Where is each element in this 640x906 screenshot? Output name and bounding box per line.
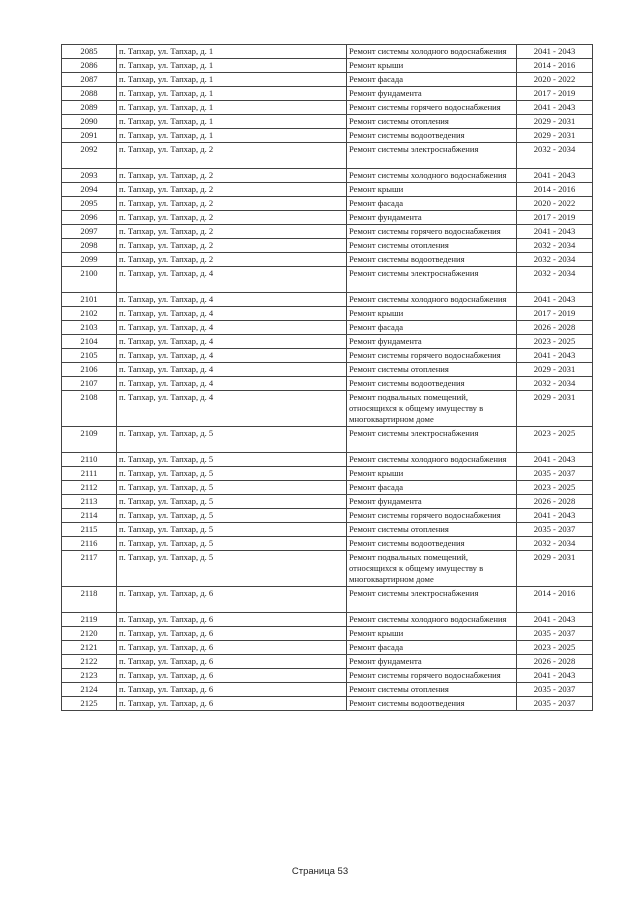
row-address: п. Тапхар, ул. Тапхар, д. 4 (117, 307, 347, 321)
row-number: 2112 (62, 481, 117, 495)
row-period: 2035 - 2037 (517, 627, 593, 641)
row-number: 2106 (62, 363, 117, 377)
row-period: 2032 - 2034 (517, 377, 593, 391)
table-row (62, 523, 593, 537)
row-work-type: Ремонт системы отопления (347, 363, 517, 377)
row-address: п. Тапхар, ул. Тапхар, д. 4 (117, 293, 347, 307)
row-period: 2014 - 2016 (517, 587, 593, 613)
page-number: Страница 53 (291, 866, 349, 877)
row-period: 2014 - 2016 (517, 59, 593, 73)
table-row (62, 509, 593, 523)
row-work-type: Ремонт системы горячего водоснабжения (347, 509, 517, 523)
row-work-type: Ремонт фасада (347, 197, 517, 211)
row-address: п. Тапхар, ул. Тапхар, д. 6 (117, 641, 347, 655)
table-row (62, 683, 593, 697)
row-number: 2088 (62, 87, 117, 101)
row-work-type: Ремонт системы холодного водоснабжения (347, 293, 517, 307)
row-address: п. Тапхар, ул. Тапхар, д. 6 (117, 683, 347, 697)
table-row (62, 453, 593, 467)
row-number: 2120 (62, 627, 117, 641)
row-number: 2087 (62, 73, 117, 87)
row-period: 2014 - 2016 (517, 183, 593, 197)
table-row (62, 669, 593, 683)
row-work-type: Ремонт подвальных помещений, относящихся к общему имуществу в многоквартирном доме (347, 391, 517, 427)
row-work-type: Ремонт фасада (347, 641, 517, 655)
table-row (62, 427, 593, 453)
row-address: п. Тапхар, ул. Тапхар, д. 2 (117, 143, 347, 169)
row-work-type: Ремонт системы электроснабжения (347, 587, 517, 613)
row-work-type: Ремонт системы водоотведения (347, 377, 517, 391)
row-number: 2107 (62, 377, 117, 391)
row-number: 2095 (62, 197, 117, 211)
table-row (62, 197, 593, 211)
table-row (62, 551, 593, 587)
table-row (62, 73, 593, 87)
row-number: 2111 (62, 467, 117, 481)
row-address: п. Тапхар, ул. Тапхар, д. 1 (117, 129, 347, 143)
row-address: п. Тапхар, ул. Тапхар, д. 4 (117, 391, 347, 427)
row-address: п. Тапхар, ул. Тапхар, д. 5 (117, 467, 347, 481)
table-row (62, 293, 593, 307)
row-work-type: Ремонт системы электроснабжения (347, 427, 517, 453)
row-period: 2029 - 2031 (517, 115, 593, 129)
row-period: 2032 - 2034 (517, 143, 593, 169)
table-row (62, 349, 593, 363)
row-period: 2026 - 2028 (517, 495, 593, 509)
row-address: п. Тапхар, ул. Тапхар, д. 1 (117, 59, 347, 73)
table-row (62, 169, 593, 183)
row-address: п. Тапхар, ул. Тапхар, д. 2 (117, 239, 347, 253)
row-number: 2117 (62, 551, 117, 587)
row-period: 2035 - 2037 (517, 523, 593, 537)
row-address: п. Тапхар, ул. Тапхар, д. 6 (117, 627, 347, 641)
table-row (62, 59, 593, 73)
row-address: п. Тапхар, ул. Тапхар, д. 4 (117, 377, 347, 391)
row-period: 2035 - 2037 (517, 683, 593, 697)
row-work-type: Ремонт системы электроснабжения (347, 267, 517, 293)
table-row (62, 211, 593, 225)
row-work-type: Ремонт системы отопления (347, 239, 517, 253)
row-address: п. Тапхар, ул. Тапхар, д. 2 (117, 197, 347, 211)
row-work-type: Ремонт системы водоотведения (347, 697, 517, 711)
row-period: 2035 - 2037 (517, 697, 593, 711)
row-address: п. Тапхар, ул. Тапхар, д. 6 (117, 613, 347, 627)
row-period: 2041 - 2043 (517, 349, 593, 363)
row-work-type: Ремонт фундамента (347, 335, 517, 349)
row-work-type: Ремонт фундамента (347, 655, 517, 669)
table-row (62, 225, 593, 239)
table-row (62, 87, 593, 101)
table-row (62, 253, 593, 267)
row-address: п. Тапхар, ул. Тапхар, д. 1 (117, 115, 347, 129)
row-address: п. Тапхар, ул. Тапхар, д. 2 (117, 183, 347, 197)
row-work-type: Ремонт системы горячего водоснабжения (347, 669, 517, 683)
row-number: 2113 (62, 495, 117, 509)
row-period: 2029 - 2031 (517, 363, 593, 377)
row-number: 2122 (62, 655, 117, 669)
table-row (62, 115, 593, 129)
row-address: п. Тапхар, ул. Тапхар, д. 2 (117, 253, 347, 267)
row-address: п. Тапхар, ул. Тапхар, д. 5 (117, 453, 347, 467)
row-period: 2041 - 2043 (517, 101, 593, 115)
row-number: 2085 (62, 45, 117, 59)
row-work-type: Ремонт системы холодного водоснабжения (347, 45, 517, 59)
row-number: 2108 (62, 391, 117, 427)
row-number: 2097 (62, 225, 117, 239)
row-period: 2026 - 2028 (517, 655, 593, 669)
table-row (62, 377, 593, 391)
table-row (62, 267, 593, 293)
row-number: 2098 (62, 239, 117, 253)
row-period: 2041 - 2043 (517, 669, 593, 683)
row-address: п. Тапхар, ул. Тапхар, д. 5 (117, 523, 347, 537)
table-row (62, 697, 593, 711)
row-work-type: Ремонт системы горячего водоснабжения (347, 349, 517, 363)
row-period: 2023 - 2025 (517, 427, 593, 453)
row-work-type: Ремонт крыши (347, 183, 517, 197)
row-work-type: Ремонт фундамента (347, 211, 517, 225)
table-row (62, 239, 593, 253)
row-number: 2110 (62, 453, 117, 467)
row-address: п. Тапхар, ул. Тапхар, д. 1 (117, 45, 347, 59)
table-row (62, 391, 593, 427)
row-period: 2041 - 2043 (517, 613, 593, 627)
row-address: п. Тапхар, ул. Тапхар, д. 2 (117, 169, 347, 183)
row-number: 2089 (62, 101, 117, 115)
row-number: 2093 (62, 169, 117, 183)
table-row (62, 183, 593, 197)
table-row (62, 467, 593, 481)
row-work-type: Ремонт системы отопления (347, 523, 517, 537)
row-number: 2105 (62, 349, 117, 363)
row-work-type: Ремонт системы холодного водоснабжения (347, 613, 517, 627)
row-number: 2116 (62, 537, 117, 551)
row-period: 2041 - 2043 (517, 293, 593, 307)
row-number: 2101 (62, 293, 117, 307)
row-number: 2125 (62, 697, 117, 711)
row-address: п. Тапхар, ул. Тапхар, д. 1 (117, 101, 347, 115)
table-row (62, 129, 593, 143)
row-period: 2032 - 2034 (517, 267, 593, 293)
row-period: 2023 - 2025 (517, 481, 593, 495)
row-period: 2041 - 2043 (517, 453, 593, 467)
row-address: п. Тапхар, ул. Тапхар, д. 5 (117, 537, 347, 551)
row-period: 2017 - 2019 (517, 307, 593, 321)
row-number: 2104 (62, 335, 117, 349)
row-period: 2017 - 2019 (517, 211, 593, 225)
row-work-type: Ремонт фасада (347, 73, 517, 87)
row-number: 2100 (62, 267, 117, 293)
table-row (62, 101, 593, 115)
row-number: 2099 (62, 253, 117, 267)
row-period: 2020 - 2022 (517, 73, 593, 87)
table-row (62, 481, 593, 495)
table-row (62, 335, 593, 349)
table-body (62, 45, 593, 711)
row-work-type: Ремонт фасада (347, 481, 517, 495)
row-work-type: Ремонт крыши (347, 627, 517, 641)
table-row (62, 587, 593, 613)
table-row (62, 655, 593, 669)
row-number: 2118 (62, 587, 117, 613)
row-number: 2109 (62, 427, 117, 453)
row-work-type: Ремонт системы отопления (347, 115, 517, 129)
row-work-type: Ремонт системы водоотведения (347, 253, 517, 267)
row-work-type: Ремонт системы горячего водоснабжения (347, 101, 517, 115)
row-work-type: Ремонт системы электроснабжения (347, 143, 517, 169)
row-work-type: Ремонт фундамента (347, 87, 517, 101)
row-number: 2121 (62, 641, 117, 655)
row-period: 2041 - 2043 (517, 45, 593, 59)
row-period: 2023 - 2025 (517, 335, 593, 349)
row-period: 2041 - 2043 (517, 169, 593, 183)
table-row (62, 143, 593, 169)
row-period: 2035 - 2037 (517, 467, 593, 481)
row-address: п. Тапхар, ул. Тапхар, д. 4 (117, 363, 347, 377)
row-period: 2026 - 2028 (517, 321, 593, 335)
row-work-type: Ремонт крыши (347, 467, 517, 481)
row-address: п. Тапхар, ул. Тапхар, д. 5 (117, 509, 347, 523)
row-period: 2029 - 2031 (517, 391, 593, 427)
row-work-type: Ремонт системы водоотведения (347, 537, 517, 551)
table-row (62, 45, 593, 59)
row-work-type: Ремонт фундамента (347, 495, 517, 509)
row-address: п. Тапхар, ул. Тапхар, д. 6 (117, 697, 347, 711)
table-row (62, 641, 593, 655)
table-row (62, 537, 593, 551)
table-row (62, 495, 593, 509)
row-number: 2123 (62, 669, 117, 683)
row-period: 2029 - 2031 (517, 129, 593, 143)
row-address: п. Тапхар, ул. Тапхар, д. 5 (117, 551, 347, 587)
row-period: 2032 - 2034 (517, 239, 593, 253)
row-number: 2091 (62, 129, 117, 143)
row-number: 2119 (62, 613, 117, 627)
row-address: п. Тапхар, ул. Тапхар, д. 6 (117, 655, 347, 669)
row-period: 2032 - 2034 (517, 253, 593, 267)
row-address: п. Тапхар, ул. Тапхар, д. 4 (117, 267, 347, 293)
row-number: 2114 (62, 509, 117, 523)
row-period: 2029 - 2031 (517, 551, 593, 587)
row-address: п. Тапхар, ул. Тапхар, д. 4 (117, 321, 347, 335)
row-number: 2103 (62, 321, 117, 335)
repair-schedule-table (61, 44, 593, 711)
row-work-type: Ремонт системы водоотведения (347, 129, 517, 143)
row-work-type: Ремонт фасада (347, 321, 517, 335)
row-number: 2096 (62, 211, 117, 225)
row-address: п. Тапхар, ул. Тапхар, д. 5 (117, 427, 347, 453)
table-row (62, 613, 593, 627)
row-work-type: Ремонт крыши (347, 59, 517, 73)
row-address: п. Тапхар, ул. Тапхар, д. 4 (117, 335, 347, 349)
row-number: 2090 (62, 115, 117, 129)
row-period: 2020 - 2022 (517, 197, 593, 211)
row-period: 2023 - 2025 (517, 641, 593, 655)
row-number: 2092 (62, 143, 117, 169)
row-number: 2102 (62, 307, 117, 321)
table-row (62, 363, 593, 377)
row-number: 2115 (62, 523, 117, 537)
row-address: п. Тапхар, ул. Тапхар, д. 6 (117, 669, 347, 683)
table-row (62, 321, 593, 335)
row-number: 2124 (62, 683, 117, 697)
table-row (62, 307, 593, 321)
row-work-type: Ремонт системы холодного водоснабжения (347, 453, 517, 467)
row-address: п. Тапхар, ул. Тапхар, д. 6 (117, 587, 347, 613)
table-row (62, 627, 593, 641)
row-address: п. Тапхар, ул. Тапхар, д. 4 (117, 349, 347, 363)
row-address: п. Тапхар, ул. Тапхар, д. 5 (117, 481, 347, 495)
row-period: 2032 - 2034 (517, 537, 593, 551)
row-period: 2041 - 2043 (517, 225, 593, 239)
row-number: 2086 (62, 59, 117, 73)
row-work-type: Ремонт системы отопления (347, 683, 517, 697)
row-work-type: Ремонт подвальных помещений, относящихся к общему имуществу в многоквартирном доме (347, 551, 517, 587)
row-work-type: Ремонт крыши (347, 307, 517, 321)
row-period: 2017 - 2019 (517, 87, 593, 101)
row-number: 2094 (62, 183, 117, 197)
row-work-type: Ремонт системы холодного водоснабжения (347, 169, 517, 183)
row-address: п. Тапхар, ул. Тапхар, д. 5 (117, 495, 347, 509)
row-address: п. Тапхар, ул. Тапхар, д. 2 (117, 225, 347, 239)
row-address: п. Тапхар, ул. Тапхар, д. 2 (117, 211, 347, 225)
row-work-type: Ремонт системы горячего водоснабжения (347, 225, 517, 239)
row-period: 2041 - 2043 (517, 509, 593, 523)
row-address: п. Тапхар, ул. Тапхар, д. 1 (117, 73, 347, 87)
row-address: п. Тапхар, ул. Тапхар, д. 1 (117, 87, 347, 101)
